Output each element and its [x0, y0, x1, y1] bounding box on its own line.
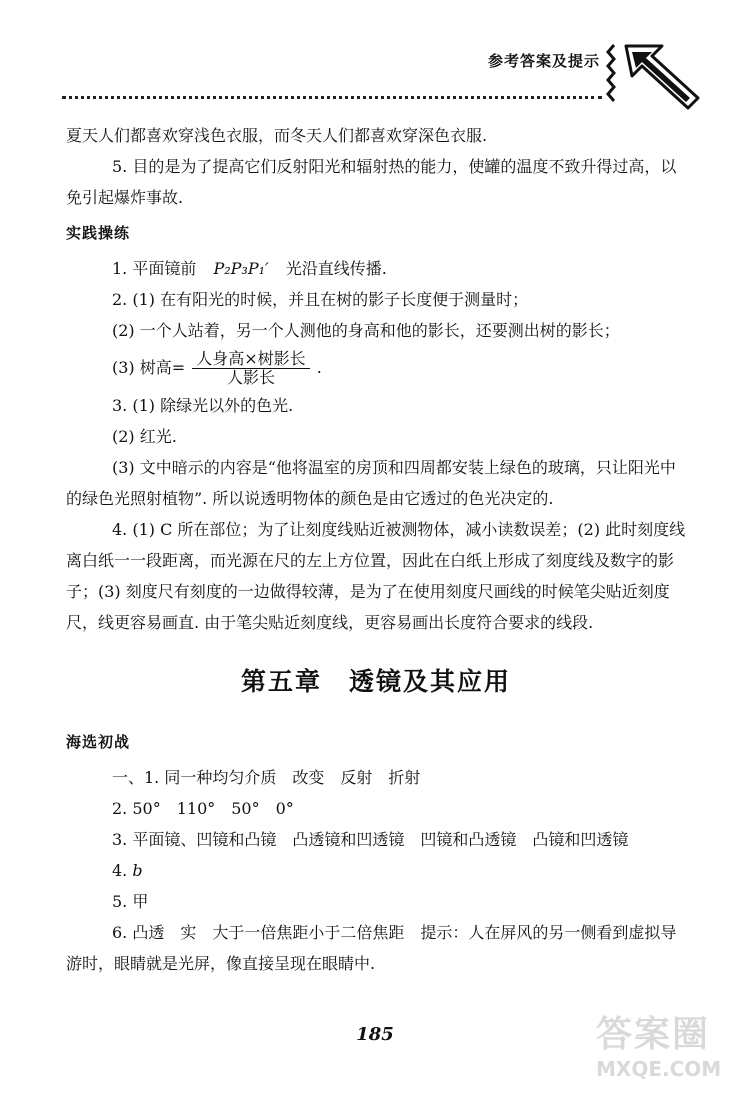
page-content — [66, 120, 686, 979]
fraction-denominator: 人影长 — [226, 368, 275, 387]
header-dotted-rule — [62, 96, 602, 99]
a4-prefix: 4. — [112, 861, 128, 880]
practice-q3-2: (2) 红光. — [112, 427, 177, 446]
practice-q2-1: 2. (1) 在有阳光的时候，并且在树的影子长度便于测量时； — [112, 290, 529, 309]
practice-q4: 4. (1) C 所在部位；为了让刻度线贴近被测物体，减小读数误差；(2) 此时刻度线离白纸一一段距离，而光源在尺的左上方位置，因此在白纸上形成了刻度线及数字的影子；(3) 刻度尺有刻度的一边做得较薄，是为了在使用刻度尺画线的时候笔尖贴近刻度尺，线更容易画直. 由于笔尖贴近刻度线，更容易画出长度符合要求的线段. — [66, 520, 686, 632]
header-title: 参考答案及提示 — [487, 52, 600, 70]
practice-q3-1: 3. (1) 除绿光以外的色光. — [112, 396, 294, 415]
practice-q1 — [66, 253, 686, 284]
section2-a6: 6. 凸透 实 大于一倍焦距小于二倍焦距 提示：人在屏风的另一侧看到虚拟导游时，眼睛就是光屏，像直接呈现在眼睛中. — [66, 923, 677, 973]
practice-q2-2: (2) 一个人站着，另一个人测他的身高和他的影长，还要测出树的影长； — [112, 321, 620, 340]
q1-suffix: 光沿直线传播. — [285, 259, 387, 278]
text-line: 夏天人们都喜欢穿浅色衣服，而冬天人们都喜欢穿深色衣服. — [66, 126, 488, 145]
section-title-practice: 实践操练 — [66, 224, 131, 242]
fraction — [192, 350, 309, 387]
q1-symbol: P₂P₃P₁′ — [213, 259, 269, 278]
fraction-numerator: 人身高×树影长 — [192, 350, 309, 369]
arrow-pointer-icon — [602, 40, 722, 110]
section2-a4 — [66, 855, 686, 886]
section2-a2: 2. 50° 110° 50° 0° — [112, 799, 294, 818]
chapter-title: 第五章 透镜及其应用 — [240, 667, 511, 696]
section-title-first-round: 海选初战 — [66, 733, 131, 751]
page-header — [62, 40, 722, 110]
section2-a5: 5. 甲 — [112, 892, 149, 911]
page-number: 185 — [356, 1024, 394, 1045]
q1-prefix: 1. 平面镜前 — [112, 259, 197, 278]
a4-symbol: b — [132, 861, 143, 880]
section2-a3: 3. 平面镜、凹镜和凸镜 凸透镜和凹透镜 凹镜和凸透镜 凸镜和凹透镜 — [112, 830, 629, 849]
watermark — [596, 1006, 736, 1081]
q2-3-suffix: . — [316, 358, 322, 377]
practice-q2-3 — [66, 346, 686, 390]
q2-3-prefix: (3) 树高= — [112, 358, 186, 377]
watermark-site: MXQE.COM — [596, 1057, 722, 1081]
practice-q3-3: (3) 文中暗示的内容是“他将温室的房顶和四周都安装上绿色的玻璃，只让阳光中的绿色光照射植物”. 所以说透明物体的颜色是由它透过的色光决定的. — [66, 458, 676, 508]
answer-5: 5. 目的是为了提高它们反射阳光和辐射热的能力，使罐的温度不致升得过高，以免引起爆炸事故. — [66, 157, 677, 207]
section2-a1: 一、1. 同一种均匀介质 改变 反射 折射 — [112, 768, 421, 787]
watermark-logo: 答案圈 — [596, 1014, 711, 1055]
